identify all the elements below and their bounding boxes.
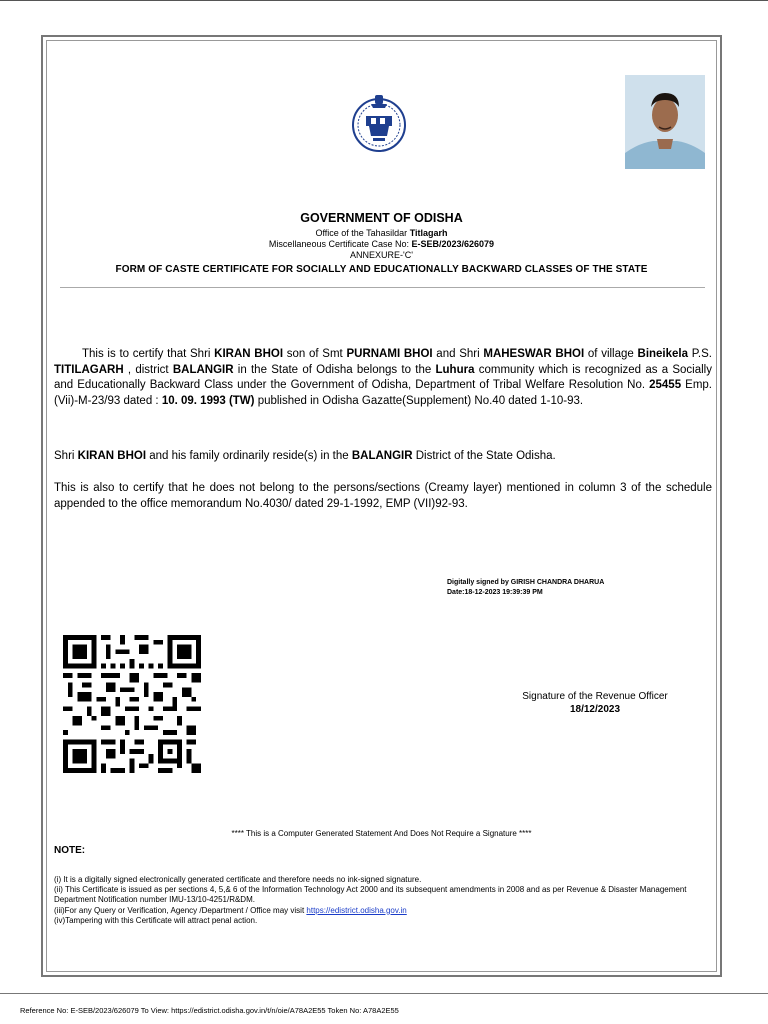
- mother-name: PURNAMI BHOI: [346, 348, 433, 360]
- note-item: [54, 906, 714, 916]
- office-prefix: Office of the Tahasildar: [315, 228, 408, 238]
- note-title: NOTE:: [54, 845, 86, 856]
- form-title: FORM OF CASTE CERTIFICATE FOR SOCIALLY AND EDUCATIONALLY BACKWARD CLASSES OF THE STATE: [115, 264, 648, 275]
- case-prefix: Miscellaneous Certificate Case No:: [268, 239, 409, 249]
- village-name: Bineikela: [637, 348, 689, 360]
- note-item: (iv)Tampering with this Certificate will attract penal action.: [54, 915, 258, 925]
- revenue-officer-signature: [470, 690, 720, 716]
- computer-generated-statement: **** This is a Computer Generated Statement And Does Not Require a Signature ****: [231, 829, 532, 838]
- digital-signature-date: Date:18-12-2023 19:39:39 PM: [447, 589, 543, 596]
- text-span: community which is recognized as a Socially and Educationally Backward Class under the Government of Odisha, Department of Tribal Welfare Resolution No.: [54, 363, 712, 391]
- government-title: GOVERNMENT OF ODISHA: [300, 211, 463, 225]
- note-item: (i) It is a digitally signed electronically generated certificate and therefore needs no ink-signed signature.: [54, 875, 422, 884]
- text-span: District of the State Odisha.: [412, 450, 556, 462]
- annexure-label: ANNEXURE-'C': [350, 250, 413, 260]
- office-place: Titlagarh: [409, 228, 448, 238]
- holder-name: KIRAN BHOI: [214, 348, 284, 360]
- text-span: Shri: [54, 450, 78, 462]
- odisha-emblem-icon: [349, 92, 409, 152]
- certification-paragraph: [54, 347, 712, 409]
- revenue-officer-date: 18/12/2023: [569, 704, 621, 715]
- revenue-officer-label: Signature of the Revenue Officer: [522, 691, 668, 702]
- residence-paragraph: [54, 449, 712, 465]
- applicant-photo: [625, 75, 705, 169]
- notes-list: [54, 875, 714, 926]
- case-number: E-SEB/2023/626079: [411, 239, 495, 249]
- text-span: published in Odisha Gazatte(Supplement) No.40 dated 1-10-93.: [254, 394, 584, 407]
- text-span: of village: [584, 348, 638, 360]
- creamy-layer-paragraph: This is also to certify that he does not belong to the persons/sections (Creamy layer) mentioned in column 3 of the schedule appended to the office memorandum No.4030/ dated 29-1-1992, EMP (VII)92-93.: [54, 482, 712, 510]
- text-span: in the State of Odisha belongs to the: [233, 363, 436, 376]
- note-text: (iii)For any Query or Verification, Agency /Department / Office may visit: [54, 905, 307, 915]
- footer-reference: Reference No: E-SEB/2023/626079 To View: https://edistrict.odisha.gov.in/t/n/oie/A78A2E55 Token No: A78A2E55: [20, 1006, 399, 1015]
- header-divider: [60, 287, 705, 288]
- resolution-number: 25455: [649, 379, 682, 391]
- qr-code-icon: [60, 635, 204, 773]
- holder-name: KIRAN BHOI: [77, 450, 147, 462]
- text-span: P.S.: [688, 348, 712, 360]
- top-rule: [0, 0, 768, 1]
- police-station: TITILAGARH: [54, 363, 124, 376]
- text-span: , district: [123, 363, 173, 376]
- community-name: Luhura: [435, 363, 475, 376]
- district-name: BALANGIR: [351, 450, 413, 462]
- note-item: (ii) This Certificate is issued as per sections 4, 5,& 6 of the Information Technology Act 2000 and its subsequent amendments in 2008 and as per Revenue & Disaster Management Department Notification number IMU-13/10-4251/R&DM.: [54, 885, 687, 905]
- edistrict-link[interactable]: https://edistrict.odisha.gov.in: [306, 905, 407, 915]
- text-span: and Shri: [432, 348, 484, 360]
- office-line: [46, 228, 717, 238]
- digital-signature-block: [447, 578, 604, 598]
- text-span: This is to certify that Shri: [82, 348, 215, 360]
- digital-signature-name: Digitally signed by GIRISH CHANDRA DHARUA: [447, 579, 605, 586]
- text-span: Emp. (Vii)-M-23/93 dated :: [54, 379, 712, 407]
- footer-divider: [0, 993, 768, 994]
- district-name: BALANGIR: [172, 363, 234, 376]
- text-span: son of Smt: [283, 348, 347, 360]
- text-span: and his family ordinarily reside(s) in the: [146, 450, 352, 462]
- resolution-date: 10. 09. 1993 (TW): [161, 394, 255, 407]
- father-name: MAHESWAR BHOI: [483, 348, 585, 360]
- case-number-line: [46, 239, 717, 249]
